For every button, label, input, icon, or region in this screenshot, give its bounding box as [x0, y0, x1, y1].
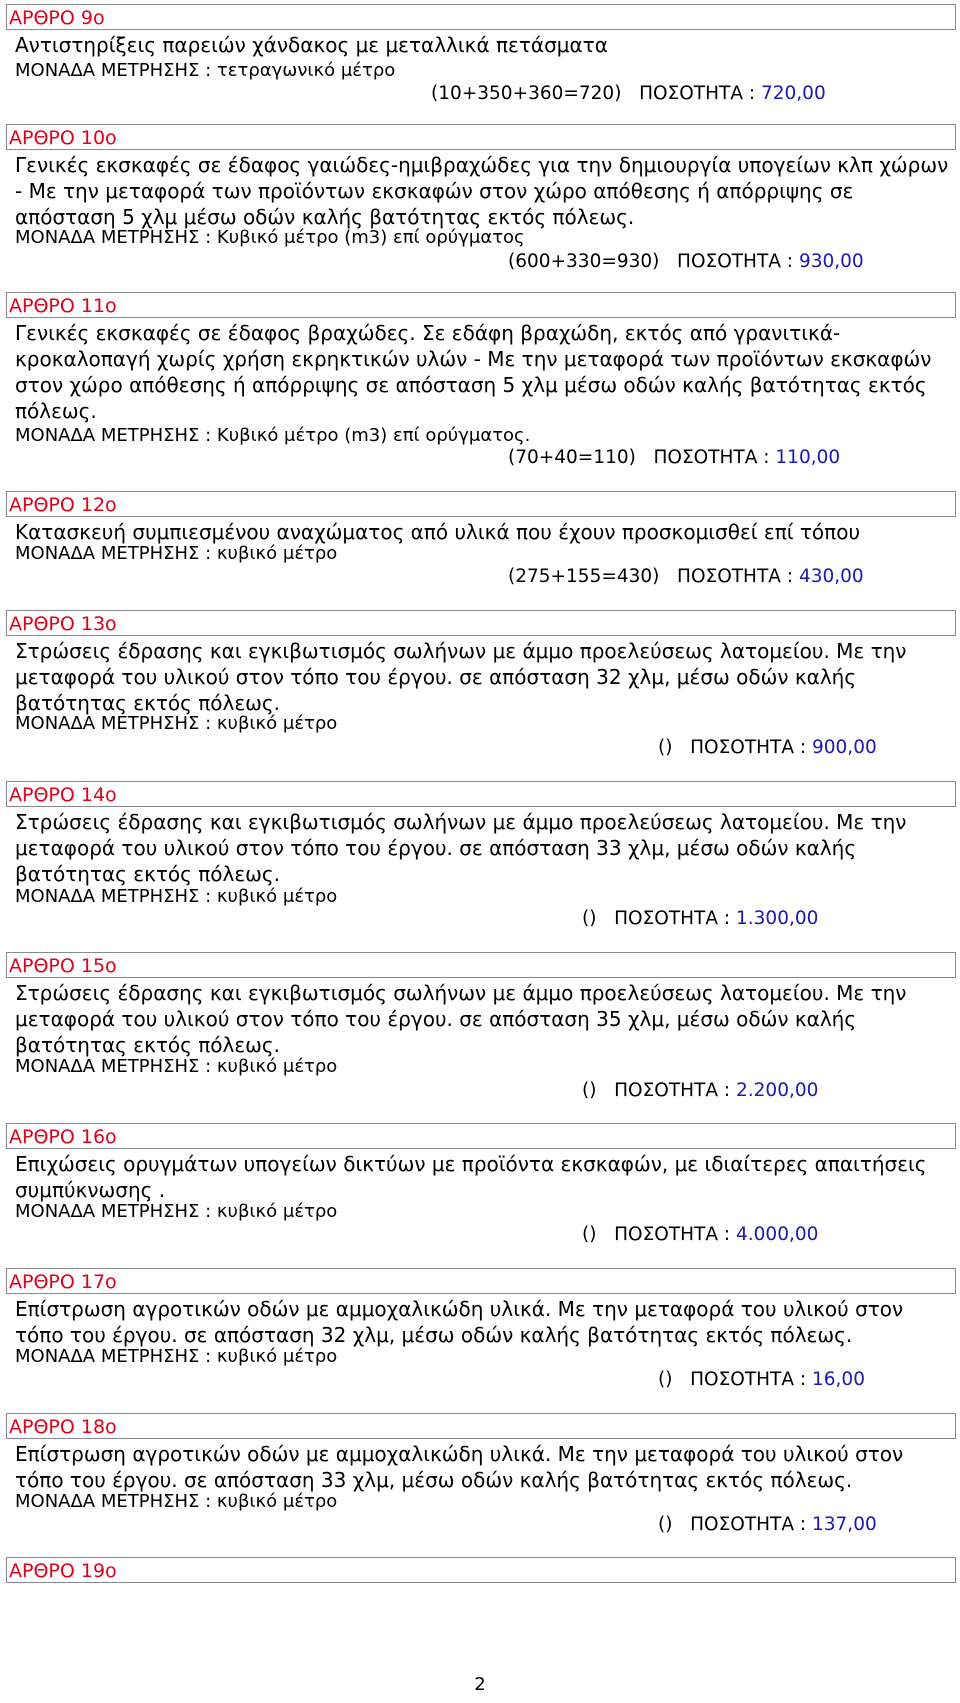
article-header [6, 292, 956, 318]
unit-label: ΜΟΝΑΔΑ ΜΕΤΡΗΣΗΣ : [15, 227, 212, 248]
quantity-line [582, 907, 818, 931]
unit-value: κυβικό μέτρο [216, 543, 338, 564]
quantity-label: ΠΟΣΟΤΗΤΑ : [677, 251, 794, 272]
unit-value: κυβικό μέτρο [216, 886, 338, 907]
quantity-value: 137,00 [812, 1514, 877, 1535]
quantity-calculation: (275+155=430) [508, 566, 660, 587]
quantity-label: ΠΟΣΟΤΗΤΑ : [690, 1514, 807, 1535]
article-header [6, 610, 956, 636]
quantity-calculation: () [582, 1224, 597, 1245]
unit-label: ΜΟΝΑΔΑ ΜΕΤΡΗΣΗΣ : [15, 713, 212, 734]
measurement-unit [15, 543, 337, 565]
unit-label: ΜΟΝΑΔΑ ΜΕΤΡΗΣΗΣ : [15, 425, 212, 446]
quantity-calculation: (10+350+360=720) [431, 83, 622, 104]
quantity-value: 4.000,00 [736, 1224, 819, 1245]
quantity-label: ΠΟΣΟΤΗΤΑ : [690, 737, 807, 758]
quantity-label: ΠΟΣΟΤΗΤΑ : [677, 566, 794, 587]
unit-value: κυβικό μέτρο [216, 1056, 338, 1077]
article-description: Στρώσεις έδρασης και εγκιβωτισμός σωλήνων με άμμο προελεύσεως λατομείου. Με την μεταφορά του υλικού στον τόπο του έργου. σε απόσταση 33 χλμ, μέσω οδών καλής βατότητας εκτός πόλεως. [15, 810, 907, 886]
quantity-calculation: () [658, 1514, 673, 1535]
quantity-value: 720,00 [760, 83, 826, 104]
quantity-line [658, 1513, 877, 1537]
unit-value: Κυβικό μέτρο (m3) επί ορύγματος. [216, 425, 531, 446]
unit-value: κυβικό μέτρο [216, 1346, 338, 1367]
article-header [6, 1268, 956, 1294]
measurement-unit [15, 1491, 337, 1513]
quantity-line [658, 1368, 865, 1392]
article-header [6, 4, 956, 30]
article-title: ΑΡΘΡΟ 16ο [9, 1126, 117, 1148]
article-description: Επίστρωση αγροτικών οδών με αμμοχαλικώδη υλικά. Με την μεταφορά του υλικού στον τόπο του έργου. σε απόσταση 32 χλμ, μέσω οδών καλής βατότητας εκτός πόλεως. [15, 1297, 904, 1347]
quantity-value: 2.200,00 [736, 1080, 819, 1101]
quantity-line [582, 1079, 818, 1103]
unit-label: ΜΟΝΑΔΑ ΜΕΤΡΗΣΗΣ : [15, 60, 212, 81]
article-title: ΑΡΘΡΟ 12ο [9, 494, 117, 516]
unit-value: κυβικό μέτρο [216, 713, 338, 734]
quantity-value: 110,00 [775, 447, 841, 468]
unit-label: ΜΟΝΑΔΑ ΜΕΤΡΗΣΗΣ : [15, 1346, 212, 1367]
article-description: Αντιστηρίξεις παρειών χάνδακος με μεταλλικά πετάσματα [15, 33, 608, 57]
article-header [6, 491, 956, 517]
article-description: Γενικές εκσκαφές σε έδαφος βραχώδες. Σε εδάφη βραχώδη, εκτός από γρανιτικά-κροκαλοπαγή χωρίς χρήση εκρηκτικών υλών - Με την μεταφορά των προϊόντων εκσκαφών στον χώρο απόθεσης ή απόρριψης σε απόσταση 5 χλμ μέσω οδών καλής βατότητας εκτός πόλεως. [15, 321, 932, 423]
unit-value: κυβικό μέτρο [216, 1201, 338, 1222]
article-description: Γενικές εκσκαφές σε έδαφος γαιώδες-ημιβραχώδες για την δημιουργία υπογείων κλπ χώρων - Με την μεταφορά των προϊόντων εκσκαφών στον χώρο απόθεσης ή απόρριψης σε απόσταση 5 χλμ μέσω οδών καλής βατότητας εκτός πόλεως. [15, 153, 949, 229]
unit-value: κυβικό μέτρο [216, 1491, 338, 1512]
quantity-label: ΠΟΣΟΤΗΤΑ : [690, 1369, 807, 1390]
unit-label: ΜΟΝΑΔΑ ΜΕΤΡΗΣΗΣ : [15, 886, 212, 907]
quantity-value: 1.300,00 [736, 908, 819, 929]
article-title: ΑΡΘΡΟ 15ο [9, 955, 117, 977]
article-title: ΑΡΘΡΟ 14ο [9, 784, 117, 806]
quantity-calculation: (600+330=930) [508, 251, 660, 272]
article-header [6, 781, 956, 807]
quantity-line [508, 565, 864, 589]
quantity-line [508, 250, 864, 274]
article-description: Επίστρωση αγροτικών οδών με αμμοχαλικώδη υλικά. Με την μεταφορά του υλικού στον τόπο του έργου. σε απόσταση 33 χλμ, μέσω οδών καλής βατότητας εκτός πόλεως. [15, 1442, 904, 1492]
article-description: Επιχώσεις ορυγμάτων υπογείων δικτύων με προϊόντα εκσκαφών, με ιδιαίτερες απαιτήσεις συμπύκνωσης . [15, 1152, 927, 1202]
quantity-calculation: () [658, 737, 673, 758]
unit-label: ΜΟΝΑΔΑ ΜΕΤΡΗΣΗΣ : [15, 543, 212, 564]
article-title: ΑΡΘΡΟ 9ο [9, 7, 105, 29]
quantity-label: ΠΟΣΟΤΗΤΑ : [614, 908, 731, 929]
article-title: ΑΡΘΡΟ 13ο [9, 613, 117, 635]
unit-label: ΜΟΝΑΔΑ ΜΕΤΡΗΣΗΣ : [15, 1056, 212, 1077]
quantity-value: 16,00 [812, 1369, 865, 1390]
article-title: ΑΡΘΡΟ 19ο [9, 1560, 117, 1582]
quantity-label: ΠΟΣΟΤΗΤΑ : [639, 83, 756, 104]
article-title: ΑΡΘΡΟ 11ο [9, 295, 117, 317]
quantity-line [508, 446, 840, 470]
measurement-unit [15, 1346, 337, 1368]
article-description: Κατασκευή συμπιεσμένου αναχώματος από υλικά που έχουν προσκομισθεί επί τόπου [15, 520, 861, 544]
measurement-unit [15, 425, 530, 447]
quantity-calculation: (70+40=110) [508, 447, 636, 468]
quantity-value: 900,00 [812, 737, 877, 758]
quantity-line [582, 1223, 818, 1247]
quantity-line [431, 82, 826, 106]
article-title: ΑΡΘΡΟ 18ο [9, 1416, 117, 1438]
measurement-unit [15, 227, 525, 249]
page-number: 2 [474, 1674, 486, 1695]
article-header [6, 1557, 956, 1583]
measurement-unit [15, 1201, 337, 1223]
article-description: Στρώσεις έδρασης και εγκιβωτισμός σωλήνων με άμμο προελεύσεως λατομείου. Με την μεταφορά του υλικού στον τόπο του έργου. σε απόσταση 32 χλμ, μέσω οδών καλής βατότητας εκτός πόλεως. [15, 639, 907, 715]
quantity-calculation: () [582, 908, 597, 929]
article-title: ΑΡΘΡΟ 10ο [9, 127, 117, 149]
article-header [6, 1413, 956, 1439]
quantity-calculation: () [582, 1080, 597, 1101]
article-title: ΑΡΘΡΟ 17ο [9, 1271, 117, 1293]
unit-value: Κυβικό μέτρο (m3) επί ορύγματος [216, 227, 525, 248]
measurement-unit [15, 1056, 337, 1078]
article-header [6, 1123, 956, 1149]
measurement-unit [15, 886, 337, 908]
quantity-value: 430,00 [798, 566, 864, 587]
quantity-label: ΠΟΣΟΤΗΤΑ : [614, 1224, 731, 1245]
article-header [6, 124, 956, 150]
measurement-unit [15, 60, 395, 82]
article-description: Στρώσεις έδρασης και εγκιβωτισμός σωλήνων με άμμο προελεύσεως λατομείου. Με την μεταφορά του υλικού στον τόπο του έργου. σε απόσταση 35 χλμ, μέσω οδών καλής βατότητας εκτός πόλεως. [15, 981, 907, 1057]
quantity-value: 930,00 [798, 251, 864, 272]
measurement-unit [15, 713, 337, 735]
unit-value: τετραγωνικό μέτρο [216, 60, 396, 81]
quantity-label: ΠΟΣΟΤΗΤΑ : [653, 447, 770, 468]
unit-label: ΜΟΝΑΔΑ ΜΕΤΡΗΣΗΣ : [15, 1201, 212, 1222]
quantity-label: ΠΟΣΟΤΗΤΑ : [614, 1080, 731, 1101]
quantity-line [658, 736, 877, 760]
article-header [6, 952, 956, 978]
quantity-calculation: () [658, 1369, 673, 1390]
unit-label: ΜΟΝΑΔΑ ΜΕΤΡΗΣΗΣ : [15, 1491, 212, 1512]
